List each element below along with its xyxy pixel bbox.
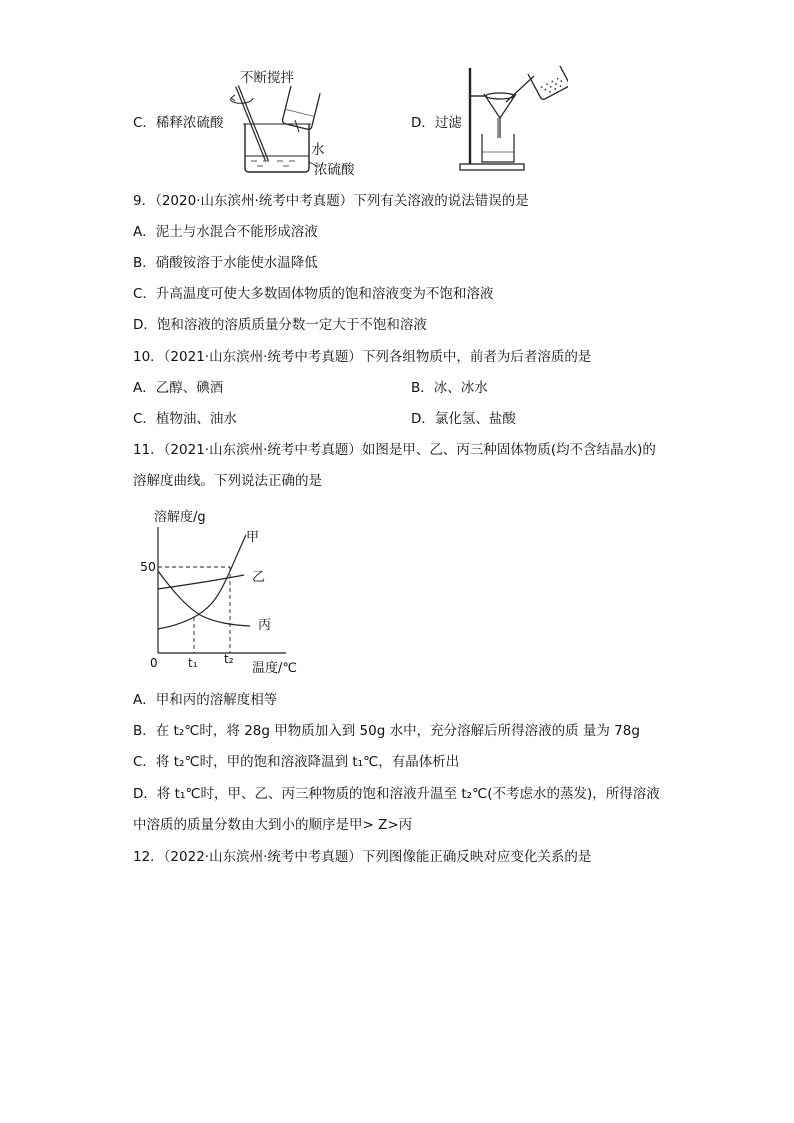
q11-option-d-cont: 中溶质的质量分数由大到小的顺序是甲> Z>丙: [133, 817, 413, 833]
x-tick-t1: t₁: [188, 656, 198, 670]
series-bing-line: [158, 571, 250, 626]
x-tick-0: 0: [150, 656, 158, 670]
acid-label: 浓硫酸: [314, 162, 355, 178]
q9-option-d: D．饱和溶液的溶质质量分数一定大于不饱和溶液: [133, 317, 427, 333]
q9-option-c: C．升高温度可使大多数固体物质的饱和溶液变为不饱和溶液: [133, 286, 494, 302]
q8-option-c: C．稀释浓硫酸: [133, 115, 224, 131]
q10-option-a: A．乙醇、碘酒: [133, 380, 224, 396]
q10-stem: 10．（2021·山东滨州·统考中考真题）下列各组物质中，前者为后者溶质的是: [133, 349, 592, 365]
q11-option-c: C．将 t₂℃时，甲的饱和溶液降温到 t₁℃，有晶体析出: [133, 754, 460, 770]
q11-option-b: B．在 t₂℃时，将 28g 甲物质加入到 50g 水中，充分溶解后所得溶液的质 量为 78g: [133, 723, 640, 739]
q9-stem: 9．（2020·山东滨州·统考中考真题）下列有关溶液的说法错误的是: [133, 193, 529, 209]
y-tick-50: 50: [140, 559, 156, 574]
x-axis-label: 温度/℃: [252, 661, 297, 676]
solubility-chart: [140, 505, 320, 677]
series-jia-label: 甲: [246, 530, 260, 545]
series-yi-label: 乙: [252, 570, 266, 585]
q10-option-b: B．冰、冰水: [411, 380, 488, 396]
y-axis-label: 溶解度/g: [154, 510, 206, 525]
q11-option-a: A．甲和丙的溶解度相等: [133, 692, 278, 708]
q9-option-b: B．硝酸铵溶于水能使水温降低: [133, 255, 318, 271]
q10-option-c: C．植物油、油水: [133, 411, 237, 427]
q8-option-d: D．过滤: [411, 115, 462, 131]
q9-option-a: A．泥土与水混合不能形成溶液: [133, 224, 318, 240]
q11-stem-line2: 溶解度曲线。下列说法正确的是: [133, 473, 322, 489]
water-label: 水: [311, 142, 325, 158]
filtration-illustration: [456, 66, 568, 174]
stir-label: 不断搅拌: [240, 70, 294, 86]
q12-stem: 12．（2022·山东滨州·统考中考真题）下列图像能正确反映对应变化关系的是: [133, 849, 592, 865]
q11-option-d: D．将 t₁℃时，甲、乙、丙三种物质的饱和溶液升温至 t₂℃(不考虑水的蒸发)，所得溶液: [133, 786, 660, 802]
series-bing-label: 丙: [258, 618, 272, 633]
q11-stem-line1: 11．（2021·山东滨州·统考中考真题）如图是甲、乙、丙三种固体物质(均不含结晶水)的: [133, 442, 656, 458]
x-tick-t2: t₂: [224, 652, 234, 666]
q10-option-d: D．氯化氢、盐酸: [411, 411, 516, 427]
